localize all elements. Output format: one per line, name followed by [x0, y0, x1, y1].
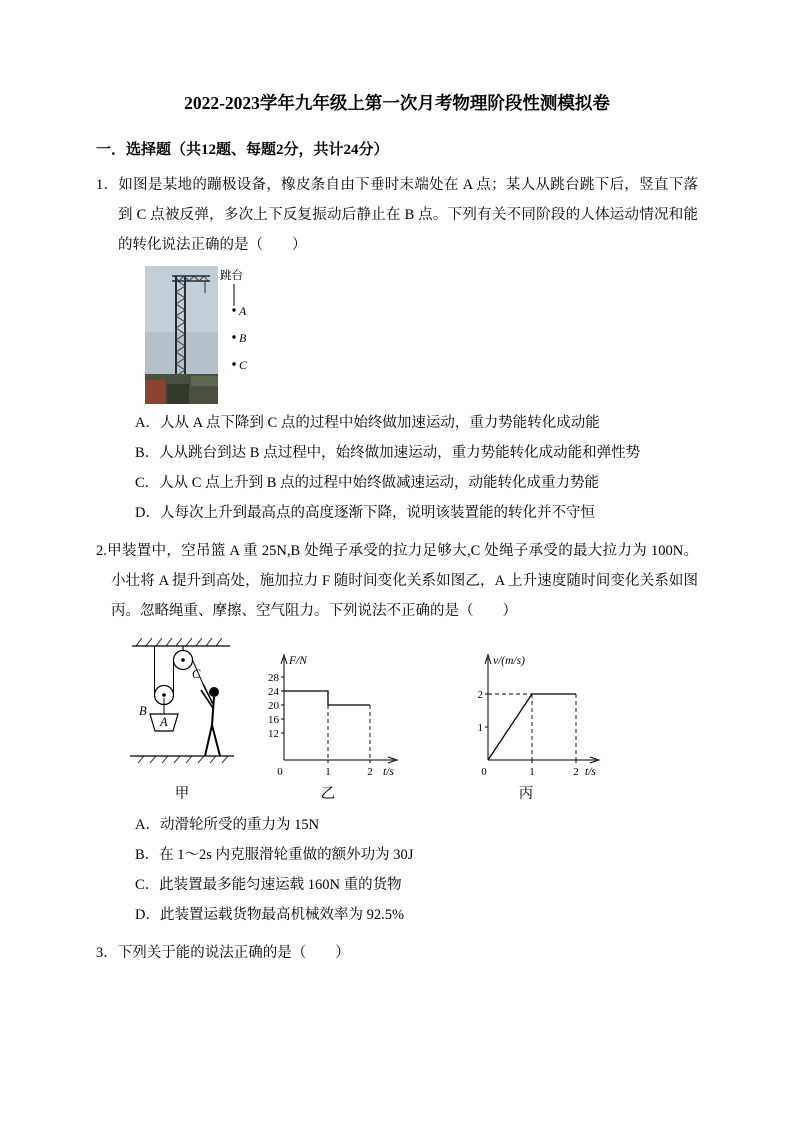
q1-option-b: B．人从跳台到达 B 点过程中，始终做加速运动，重力势能转化成动能和弹性势	[135, 445, 641, 461]
question-2-figures-row	[126, 632, 698, 806]
basket-label-a: A	[160, 715, 168, 729]
q2-option-b: B．在 1～2s 内克服滑轮重做的额外功为 30J	[135, 847, 414, 863]
pulley-diagram	[126, 632, 238, 782]
graph-bing-xtick-0: 0	[481, 766, 487, 778]
graph-yi-ytick-24: 24	[268, 686, 279, 698]
graph-yi	[252, 648, 404, 782]
question-1-figure-wrap	[145, 266, 698, 404]
point-a-label: A	[239, 304, 247, 318]
graph-bing-ytick-1: 1	[477, 722, 483, 734]
question-3-stem: 3．下列关于能的说法正确的是（ ）	[96, 945, 350, 961]
graph-bing-xtick-2: 2	[573, 766, 579, 778]
graph-yi-ytick-12: 12	[268, 728, 279, 740]
graph-bing-xtick-1: 1	[529, 766, 535, 778]
q1-option-d: D．人每次上升到最高点的高度逐渐下降，说明该装置能的转化并不守恒	[135, 505, 595, 521]
rope-label-c: C	[192, 667, 201, 681]
doc-title: 2022-2023学年九年级上第一次月考物理阶段性测模拟卷	[184, 93, 610, 113]
caption-jia: 甲	[174, 786, 190, 802]
section-header: 一．选择题（共12题、每题2分，共计24分）	[96, 142, 389, 158]
graph-yi-xtick-2: 2	[367, 766, 373, 778]
pulley-label-b: B	[139, 704, 147, 718]
question-2-options	[135, 810, 698, 930]
graph-bing-ytick-2: 2	[477, 689, 483, 701]
caption-yi: 乙	[320, 786, 336, 802]
question-1-stem: 1．如图是某地的蹦极设备，橡皮条自由下垂时末端处在 A 点；某人从跳台跳下后，竖直下落到 C 点被反弹，多次上下反复振动后静止在 B 点。下列有关不同阶段的人体运动情况和能的转化说法正确的是（ ）	[96, 177, 698, 253]
caption-bing: 丙	[518, 786, 534, 802]
point-b-label: B	[239, 331, 247, 345]
q2-option-c: C．此装置最多能匀速运载 160N 重的货物	[135, 877, 402, 893]
graph-yi-xlabel: t/s	[383, 766, 394, 778]
bungee-figure	[145, 266, 263, 404]
graph-yi-xtick-0: 0	[277, 766, 283, 778]
platform-label: 跳台	[220, 270, 243, 282]
q2-option-a: A．动滑轮所受的重力为 15N	[135, 817, 320, 833]
graph-bing-xlabel: t/s	[585, 766, 596, 778]
graph-yi-ytick-16: 16	[268, 714, 279, 726]
question-3	[96, 938, 698, 968]
q1-option-a: A．人从 A 点下降到 C 点的过程中始终做加速运动，重力势能转化成动能	[135, 415, 600, 431]
q1-option-c: C．人从 C 点上升到 B 点的过程中始终做减速运动，动能转化成重力势能	[135, 475, 600, 491]
graph-bing	[448, 648, 604, 782]
graph-yi-ytick-20: 20	[268, 700, 279, 712]
graph-bing-ylabel: v/(m/s)	[493, 655, 525, 667]
question-1-options	[135, 408, 698, 528]
q2-option-d: D．此装置运载货物最高机械效率为 92.5%	[135, 907, 405, 923]
graph-yi-ylabel: F/N	[289, 655, 307, 667]
point-c-label: C	[239, 358, 248, 372]
graph-yi-block	[252, 648, 404, 806]
graph-yi-xtick-1: 1	[325, 766, 331, 778]
question-1	[96, 170, 698, 528]
graph-bing-block	[448, 648, 604, 806]
question-2-stem: 2.甲装置中，空吊篮 A 重 25N,B 处绳子承受的拉力足够大,C 处绳子承受的最大拉力为 100N。小壮将 A 提升到高处，施加拉力 F 随时间变化关系如图乙，A 上升速度随时间变化关系如图丙。忽略绳重、摩擦、空气阻力。下列说法不正确的是（ ）	[96, 543, 698, 619]
graph-yi-ytick-28: 28	[268, 672, 279, 684]
pulley-figure-block	[126, 632, 238, 806]
question-2	[96, 536, 698, 930]
